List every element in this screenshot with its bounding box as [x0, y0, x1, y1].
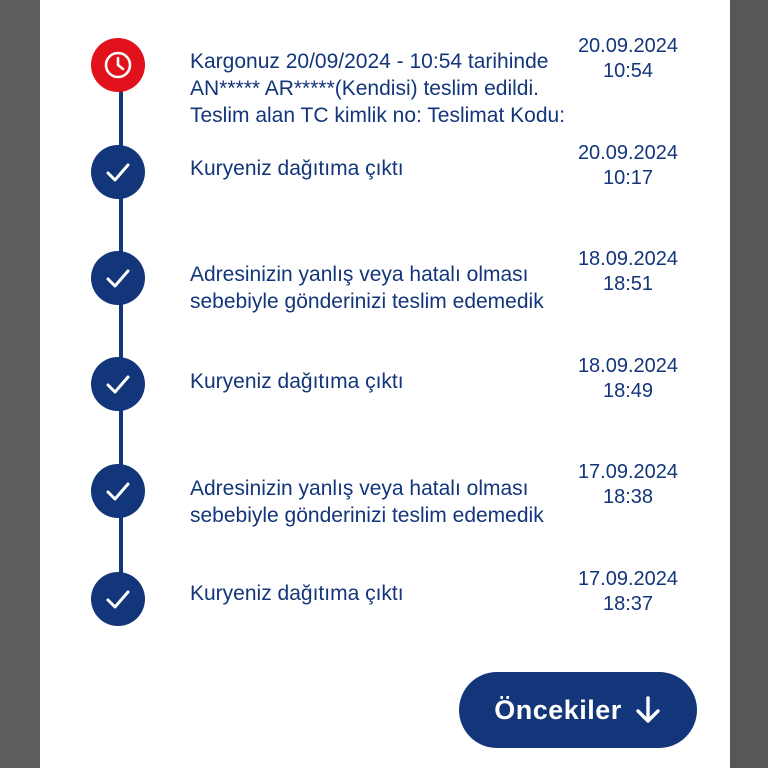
timeline-item-time: 18:51 [602, 273, 654, 295]
clock-icon [102, 49, 134, 81]
timeline-item-text: Kargonuz 20/09/2024 - 10:54 tarihinde AN***** AR*****(Kendisi) teslim edildi. Teslim alan TC kimlik no: Teslimat Kodu: [190, 50, 566, 127]
timeline-item-date: 17.09.2024 [577, 461, 679, 483]
backdrop-left [0, 0, 40, 768]
timeline-item-time: 18:37 [602, 593, 654, 615]
timeline-node-done [91, 464, 145, 518]
check-icon [103, 584, 133, 614]
timeline-item-stamp [566, 247, 690, 297]
timeline-item-stamp [566, 354, 690, 404]
timeline-item-stamp [566, 141, 690, 191]
timeline-node-alert [91, 38, 145, 92]
timeline-item-time: 10:17 [602, 167, 654, 189]
timeline-item-time: 10:54 [602, 60, 654, 82]
arrow-down-icon [634, 695, 662, 725]
timeline-node-done [91, 145, 145, 199]
timeline-node-done [91, 251, 145, 305]
timeline-node-done [91, 357, 145, 411]
timeline-item-text: Adresinizin yanlış veya hatalı olması sebebiyle gönderinizi teslim edemedik [190, 477, 544, 527]
timeline-item-stamp [566, 567, 690, 617]
backdrop-right [730, 0, 768, 768]
timeline-node-done [91, 572, 145, 626]
timeline-item-stamp [566, 34, 690, 84]
check-icon [103, 263, 133, 293]
previous-entries-button[interactable] [459, 672, 697, 748]
timeline-item-date: 18.09.2024 [577, 248, 679, 270]
timeline-item-date: 17.09.2024 [577, 568, 679, 590]
timeline-item-time: 18:49 [602, 380, 654, 402]
tracking-sheet [40, 0, 730, 768]
timeline-item-text: Kuryeniz dağıtıma çıktı [190, 157, 404, 180]
previous-entries-label: Öncekiler [494, 694, 622, 725]
check-icon [103, 476, 133, 506]
timeline-item-date: 18.09.2024 [577, 355, 679, 377]
check-icon [103, 157, 133, 187]
timeline-item-date: 20.09.2024 [577, 142, 679, 164]
timeline-item-text: Adresinizin yanlış veya hatalı olması sebebiyle gönderinizi teslim edemedik [190, 263, 544, 313]
timeline-item-stamp [566, 460, 690, 510]
timeline-item-date: 20.09.2024 [577, 35, 679, 57]
timeline-item-text: Kuryeniz dağıtıma çıktı [190, 370, 404, 393]
check-icon [103, 369, 133, 399]
timeline-item-time: 18:38 [602, 486, 654, 508]
timeline-item-text: Kuryeniz dağıtıma çıktı [190, 582, 404, 605]
